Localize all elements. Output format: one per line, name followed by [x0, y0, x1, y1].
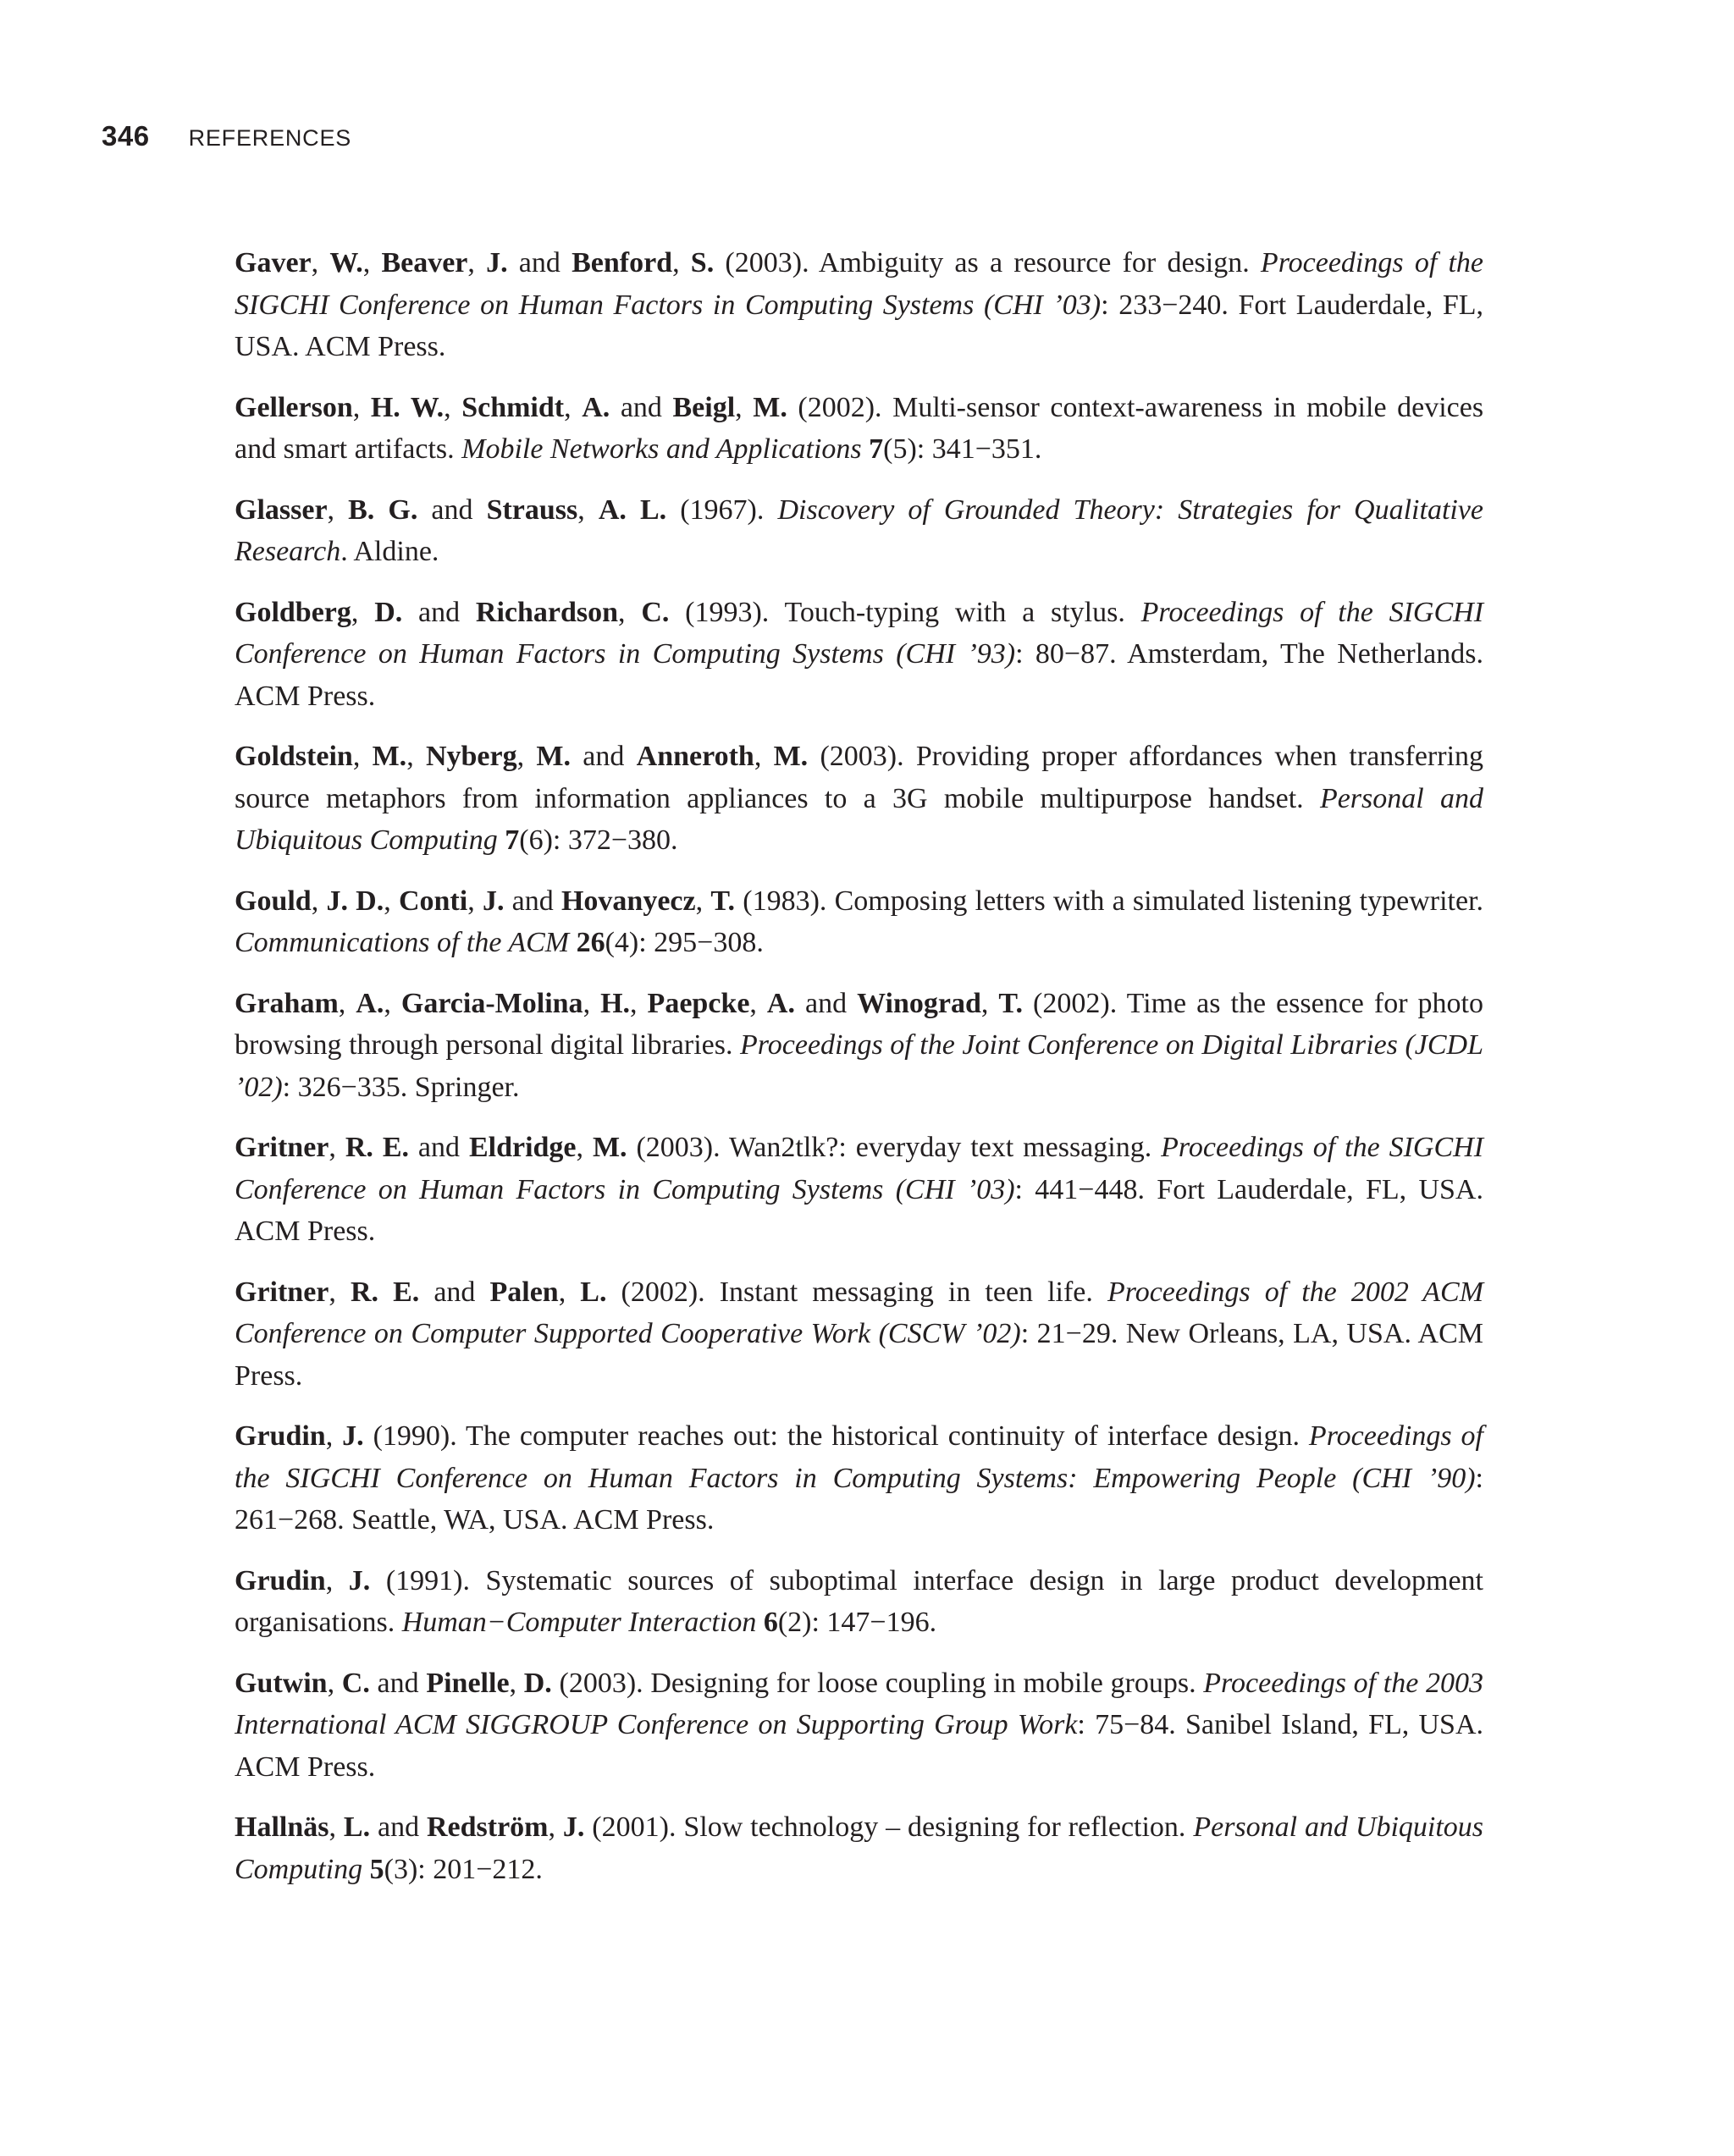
reference-text: (2): 147−196. — [777, 1607, 937, 1638]
reference-entry — [235, 242, 1483, 368]
reference-author-or-volume: Hovanyecz — [561, 885, 696, 917]
reference-author-or-volume: R. E. — [350, 1276, 420, 1308]
reference-text: : 21−29. New Orleans, LA, USA. ACM Press. — [235, 1318, 1484, 1392]
reference-author-or-volume: Winograd — [857, 987, 981, 1019]
reference-author-or-volume: H. W. — [370, 391, 445, 423]
reference-author-or-volume: Graham — [235, 987, 339, 1019]
reference-author-or-volume: Beaver — [381, 247, 468, 278]
reference-text: , — [384, 885, 399, 917]
reference-author-or-volume: Pinelle — [426, 1667, 510, 1699]
reference-author-or-volume: J. — [562, 1811, 585, 1843]
reference-text: , — [444, 391, 462, 423]
reference-text: and — [507, 247, 572, 278]
reference-text: , — [548, 1811, 563, 1843]
reference-text: , — [576, 1132, 593, 1163]
reference-author-or-volume: B. G. — [348, 494, 418, 526]
reference-author-or-volume: Gritner — [235, 1276, 329, 1308]
reference-entry — [235, 1127, 1483, 1253]
reference-text: , — [564, 391, 583, 423]
reference-text: (5): 341−351. — [883, 433, 1042, 465]
reference-author-or-volume: J. D. — [326, 885, 384, 917]
reference-author-or-volume: 26 — [576, 927, 605, 958]
reference-author-or-volume: M. — [753, 391, 787, 423]
reference-source-title: Mobile Networks and Applications — [461, 433, 862, 465]
reference-text: , — [329, 1276, 351, 1308]
reference-text: and — [504, 885, 561, 917]
reference-text: , — [516, 741, 537, 772]
reference-author-or-volume: 6 — [763, 1607, 778, 1638]
reference-entry — [235, 1560, 1483, 1644]
reference-text: , — [362, 247, 382, 278]
reference-list — [235, 242, 1483, 1909]
reference-author-or-volume: L. — [343, 1811, 371, 1843]
reference-author-or-volume: A. — [766, 987, 795, 1019]
reference-text: , — [329, 1811, 344, 1843]
reference-text — [756, 1607, 764, 1638]
reference-author-or-volume: 5 — [369, 1853, 384, 1885]
reference-text — [569, 927, 577, 958]
reference-author-or-volume: Hallnäs — [235, 1811, 329, 1843]
reference-entry — [235, 1662, 1483, 1789]
reference-text: (2003). Ambiguity as a resource for design. — [714, 247, 1261, 278]
reference-text: , — [509, 1667, 524, 1699]
reference-entry — [235, 489, 1483, 573]
reference-text: (4): 295−308. — [605, 927, 764, 958]
reference-author-or-volume: Grudin — [235, 1420, 326, 1452]
reference-text: , — [327, 1667, 342, 1699]
reference-text: : 261−268. Seattle, WA, USA. ACM Press. — [235, 1462, 1483, 1536]
reference-text: , — [351, 596, 375, 628]
reference-text: , — [329, 1132, 345, 1163]
reference-author-or-volume: Schmidt — [461, 391, 565, 423]
reference-author-or-volume: Goldberg — [235, 596, 351, 628]
reference-source-title: Proceedings of the 2002 ACM Conference on Computer Supported Cooperative Work (CSCW ’02) — [235, 1276, 1484, 1349]
reference-author-or-volume: J. — [348, 1564, 371, 1596]
reference-text: and — [610, 391, 673, 423]
reference-text: : 75−84. Sanibel Island, FL, USA. ACM Press. — [235, 1709, 1484, 1783]
reference-text: , — [735, 391, 754, 423]
reference-text: , — [311, 885, 327, 917]
reference-text: , — [467, 885, 483, 917]
reference-text: (1967). — [666, 494, 778, 526]
reference-author-or-volume: T. — [998, 987, 1024, 1019]
reference-author-or-volume: M. — [592, 1132, 627, 1163]
reference-author-or-volume: Gaver — [235, 247, 312, 278]
reference-text: , — [467, 247, 487, 278]
reference-text: , — [695, 885, 711, 917]
reference-author-or-volume: R. E. — [345, 1132, 409, 1163]
reference-text: : 441−448. Fort Lauderdale, FL, USA. ACM Press. — [235, 1173, 1483, 1247]
reference-text: and — [370, 1811, 427, 1843]
reference-source-title: Human−Computer Interaction — [401, 1607, 757, 1638]
page-header — [102, 120, 351, 157]
reference-author-or-volume: Nyberg — [425, 741, 517, 772]
reference-author-or-volume: Gellerson — [235, 391, 353, 423]
reference-source-title: Proceedings of the SIGCHI Conference on Human Factors in Computing Systems (CHI ’93) — [235, 596, 1484, 670]
reference-author-or-volume: C. — [641, 596, 670, 628]
reference-text: , — [352, 391, 371, 423]
reference-text: (1983). Composing letters with a simulated listening typewriter. — [735, 885, 1484, 917]
reference-text: and — [794, 987, 858, 1019]
reference-source-title: Communications of the ACM — [235, 927, 570, 958]
reference-source-title: Personal and Ubiquitous Computing — [235, 1811, 1484, 1885]
reference-text: , — [338, 987, 356, 1019]
reference-author-or-volume: Benford — [572, 247, 673, 278]
reference-author-or-volume: A. L. — [598, 494, 667, 526]
reference-author-or-volume: J. — [342, 1420, 364, 1452]
reference-text: (1990). The computer reaches out: the historical continuity of interface design. — [363, 1420, 1309, 1452]
reference-text: and — [409, 1132, 469, 1163]
reference-text: , — [583, 987, 601, 1019]
reference-text: , — [406, 741, 426, 772]
reference-text: : 80−87. Amsterdam, The Netherlands. ACM Press. — [235, 638, 1483, 712]
reference-entry — [235, 983, 1483, 1109]
reference-author-or-volume: Goldstein — [235, 741, 353, 772]
reference-text — [362, 1854, 370, 1885]
reference-text: (2001). Slow technology – designing for reflection. — [584, 1811, 1194, 1843]
reference-author-or-volume: 7 — [505, 824, 520, 856]
reference-author-or-volume: Garcia-Molina — [400, 987, 583, 1019]
reference-author-or-volume: D. — [523, 1667, 552, 1699]
reference-entry — [235, 880, 1483, 964]
reference-text: (2003). Designing for loose coupling in mobile groups. — [551, 1667, 1204, 1699]
reference-author-or-volume: Beigl — [672, 391, 736, 423]
reference-text: (2003). Providing proper affordances when transferring source metaphors from information appliances to a 3G mobile multipurpose handset. — [235, 741, 1484, 814]
reference-text — [862, 433, 870, 465]
reference-entry — [235, 592, 1483, 718]
reference-author-or-volume: C. — [341, 1667, 370, 1699]
reference-source-title: Proceedings of the 2003 International ACM SIGGROUP Conference on Supporting Group Work — [235, 1667, 1484, 1740]
reference-source-title: Proceedings of the Joint Conference on Digital Libraries (JCDL ’02) — [235, 1029, 1484, 1103]
reference-text: and — [402, 596, 476, 628]
reference-source-title: Proceedings of the SIGCHI Conference on Human Factors in Computing Systems (CHI ’03) — [235, 247, 1483, 321]
reference-text: (1993). Touch-typing with a stylus. — [669, 596, 1141, 628]
reference-text: , — [672, 247, 691, 278]
reference-text: , — [754, 741, 774, 772]
reference-source-title: Proceedings of the SIGCHI Conference on Human Factors in Computing Systems (CHI ’03) — [235, 1132, 1484, 1205]
reference-text: . Aldine. — [340, 536, 439, 567]
reference-source-title: Proceedings of the SIGCHI Conference on Human Factors in Computing Systems: Empowering People (CHI ’90) — [235, 1420, 1483, 1494]
reference-text: (2003). Wan2tlk?: everyday text messaging. — [627, 1132, 1162, 1163]
section-title: REFERENCES — [188, 125, 352, 151]
reference-text: (2002). Time as the essence for photo browsing through personal digital libraries. — [235, 987, 1483, 1061]
reference-entry — [235, 736, 1483, 862]
reference-text: (1991). Systematic sources of suboptimal interface design in large product development organisations. — [235, 1564, 1484, 1638]
reference-author-or-volume: Richardson — [475, 596, 619, 628]
reference-author-or-volume: Grudin — [235, 1564, 326, 1596]
reference-text — [498, 824, 505, 856]
reference-text: , — [384, 987, 401, 1019]
reference-text: : 233−240. Fort Lauderdale, FL, USA. ACM Press. — [235, 289, 1483, 362]
reference-author-or-volume: Gritner — [235, 1132, 329, 1163]
reference-text: and — [417, 494, 487, 526]
reference-author-or-volume: T. — [710, 885, 736, 917]
reference-author-or-volume: Gould — [235, 885, 312, 917]
reference-source-title: Personal and Ubiquitous Computing — [235, 782, 1483, 856]
reference-author-or-volume: Palen — [489, 1276, 559, 1308]
reference-text: and — [369, 1667, 427, 1699]
reference-author-or-volume: S. — [690, 247, 715, 278]
reference-author-or-volume: Anneroth — [636, 741, 754, 772]
reference-entry — [235, 1271, 1483, 1398]
reference-text: , — [749, 987, 767, 1019]
reference-text: and — [419, 1276, 490, 1308]
reference-text: , — [352, 741, 373, 772]
reference-author-or-volume: L. — [580, 1276, 607, 1308]
reference-author-or-volume: Conti — [398, 885, 468, 917]
reference-author-or-volume: A. — [582, 391, 610, 423]
reference-text: (3): 201−212. — [384, 1853, 543, 1885]
reference-entry — [235, 387, 1483, 471]
reference-entry — [235, 1806, 1483, 1890]
reference-author-or-volume: 7 — [869, 433, 884, 465]
reference-author-or-volume: M. — [536, 741, 571, 772]
reference-author-or-volume: J. — [482, 885, 505, 917]
reference-author-or-volume: W. — [329, 247, 363, 278]
reference-text: , — [325, 1420, 343, 1452]
reference-author-or-volume: Glasser — [235, 494, 328, 526]
reference-author-or-volume: M. — [372, 741, 407, 772]
reference-author-or-volume: J. — [486, 247, 508, 278]
reference-author-or-volume: Redström — [426, 1811, 549, 1843]
reference-author-or-volume: Strauss — [486, 494, 578, 526]
reference-author-or-volume: Gutwin — [235, 1667, 328, 1699]
page-number: 346 — [102, 120, 150, 152]
reference-source-title: Discovery of Grounded Theory: Strategies for Qualitative Research — [235, 494, 1484, 567]
reference-text: , — [630, 987, 648, 1019]
reference-text: , — [577, 494, 599, 526]
reference-text: (2002). Multi-sensor context-awareness in mobile devices and smart artifacts. — [235, 391, 1484, 465]
reference-author-or-volume: Eldridge — [468, 1132, 577, 1163]
reference-text: , — [980, 987, 999, 1019]
reference-author-or-volume: D. — [374, 596, 403, 628]
reference-text: , — [327, 494, 349, 526]
reference-author-or-volume: Paepcke — [647, 987, 750, 1019]
reference-text: (6): 372−380. — [519, 824, 678, 856]
reference-text: and — [571, 741, 637, 772]
reference-author-or-volume: H. — [600, 987, 631, 1019]
reference-text: , — [618, 596, 642, 628]
reference-text: (2002). Instant messaging in teen life. — [606, 1276, 1107, 1308]
reference-author-or-volume: A. — [356, 987, 384, 1019]
reference-entry — [235, 1415, 1483, 1541]
reference-author-or-volume: M. — [773, 741, 809, 772]
reference-text: : 326−335. Springer. — [282, 1071, 520, 1103]
reference-text: , — [325, 1564, 349, 1596]
reference-text: , — [558, 1276, 581, 1308]
reference-text: , — [311, 247, 330, 278]
